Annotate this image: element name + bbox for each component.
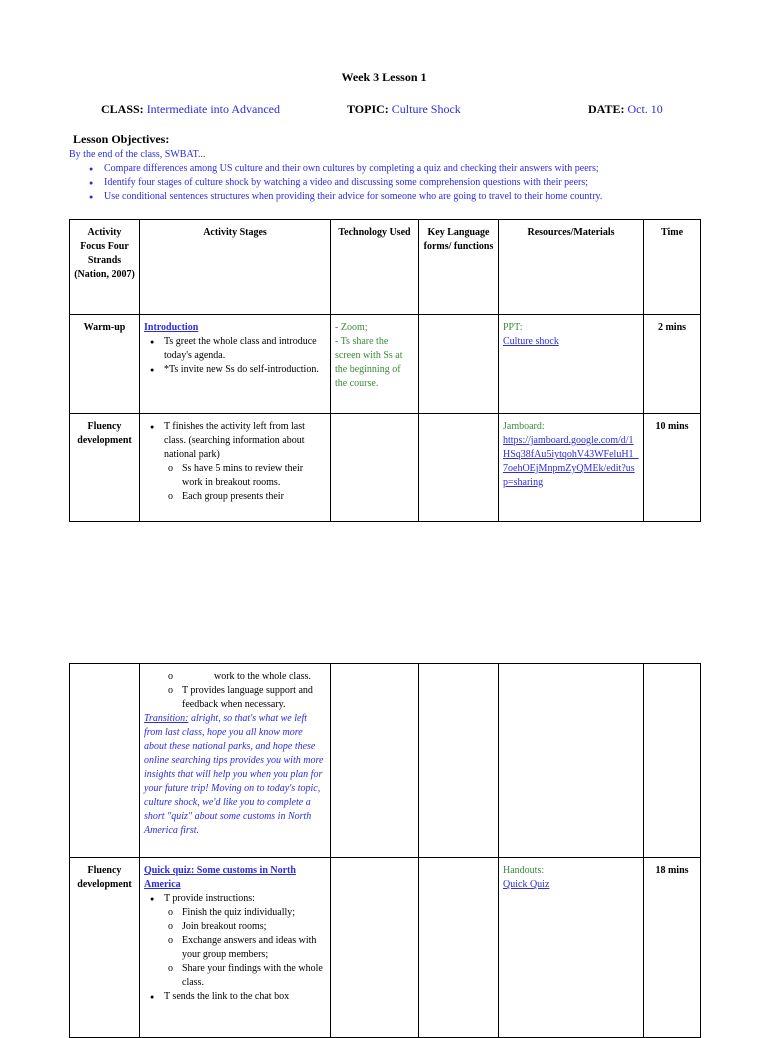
row-lang [419,664,499,858]
date-label: DATE: [588,102,625,116]
objectives-title: Lesson Objectives: [73,132,170,146]
stage-title-link[interactable]: Quick quiz: Some customs in North America [144,865,296,890]
sub-list-item: o Exchange answers and ideas with your group members; [164,934,326,962]
bullet-text: T finishes the activity left from last class. (searching information about national park) [164,421,305,460]
row-tech [331,664,419,858]
row-stages [140,858,331,1038]
table-row [70,858,701,1038]
resource-label: Handouts: [503,865,545,876]
date-value: Oct. 10 [627,102,663,116]
row-focus [70,664,140,858]
stage-bullets [144,892,326,1004]
row-resources [499,315,644,414]
lesson-plan-table [69,219,701,522]
transition-body: alright, so that's what we left from last class, hope you all know more about these national parks, and hope these online searching tips provides you with more insights that will help you when you plan for your future trip! Moving on to today's topic, culture shock, we'd like you to complete a short "quiz" about some customs in North America first. [144,713,324,836]
resource-label: Jamboard: [503,421,545,432]
objective-item: ● Identify four stages of culture shock by watching a video and discussing some comprehension questions with their peers; [70,176,720,190]
row-time: 2 mins [644,315,701,414]
resource-link[interactable]: Quick Quiz [503,879,550,890]
resource-link[interactable]: Culture shock [503,336,559,347]
list-item: ● Ts greet the whole class and introduce today's agenda. [144,335,326,363]
table-row [70,315,701,414]
objectives-intro: By the end of the class, SWBAT... [69,149,206,160]
table-header-row [70,220,701,315]
sub-bullets [164,462,326,504]
row-resources [499,858,644,1038]
sub-bullets [164,906,326,990]
topic-field [347,102,461,116]
row-tech [331,414,419,522]
sub-list-item: o Finish the quiz individually; [164,906,326,920]
row-resources [499,414,644,522]
sub-bullets [164,670,326,712]
topic-value: Culture Shock [391,102,461,116]
class-value: Intermediate into Advanced [146,102,280,116]
lesson-plan-table-continued [69,663,701,1038]
header-stages: Activity Stages [140,220,331,315]
objectives-list [70,162,720,204]
bullet-text: T provide instructions: [164,893,255,904]
list-item [144,892,326,990]
row-time [644,664,701,858]
transition-text [144,712,326,838]
tech-line: - Ts share the screen with Ss at the beginning of the course. [335,336,403,389]
tech-line: - Zoom; [335,322,368,333]
list-item [144,420,326,504]
row-lang [419,414,499,522]
row-focus: Warm-up [70,315,140,414]
row-tech [331,858,419,1038]
sub-list-item-continued [164,670,326,684]
resource-link[interactable]: https://jamboard.google.com/d/1HSq38fAu5iytqohV43WFeluH1_7oehOEjMnpmZyQMEk/edit?usp=sharing [503,435,639,488]
row-lang [419,315,499,414]
objective-item: ● Use conditional sentences structures when providing their advice for someone who are going to travel to their home country. [70,190,720,204]
list-item: ● *Ts invite new Ss do self-introduction. [144,363,326,377]
row-time: 10 mins [644,414,701,522]
stage-title-link[interactable]: Introduction [144,322,199,333]
header-time: Time [644,220,701,315]
transition-label: Transition: [144,713,189,724]
sub-list-item: o Each group presents their [164,490,326,504]
topic-label: TOPIC: [347,102,389,116]
sub-list-item: o T provides language support and feedback when necessary. [164,684,326,712]
list-item: ● T sends the link to the chat box [144,990,326,1004]
page-title: Week 3 Lesson 1 [341,70,427,84]
row-focus: Fluency development [70,858,140,1038]
sub-list-item: o Share your findings with the whole class. [164,962,326,990]
list-item [144,670,326,712]
row-time: 18 mins [644,858,701,1038]
sub-list-item: o Join breakout rooms; [164,920,326,934]
resource-label: PPT: [503,322,523,333]
stage-bullets [144,670,326,712]
row-resources [499,664,644,858]
row-tech [331,315,419,414]
row-focus: Fluency development [70,414,140,522]
objective-item: ● Compare differences among US culture and their own cultures by completing a quiz and checking their answers with peers; [70,162,720,176]
stage-bullets [144,335,326,377]
row-lang [419,858,499,1038]
header-focus: Activity Focus Four Strands (Nation, 2007) [70,220,140,315]
class-label: CLASS: [101,102,144,116]
row-stages [140,664,331,858]
class-field [101,102,280,116]
header-tech: Technology Used [331,220,419,315]
table-row [70,664,701,858]
row-stages [140,315,331,414]
row-stages [140,414,331,522]
stage-bullets [144,420,326,504]
table-row [70,414,701,522]
sub-list-item: o Ss have 5 mins to review their work in breakout rooms. [164,462,326,490]
header-lang: Key Language forms/ functions [419,220,499,315]
date-field [588,102,663,116]
sub-continued-text: work to the whole class. [214,671,311,682]
header-resources: Resources/Materials [499,220,644,315]
